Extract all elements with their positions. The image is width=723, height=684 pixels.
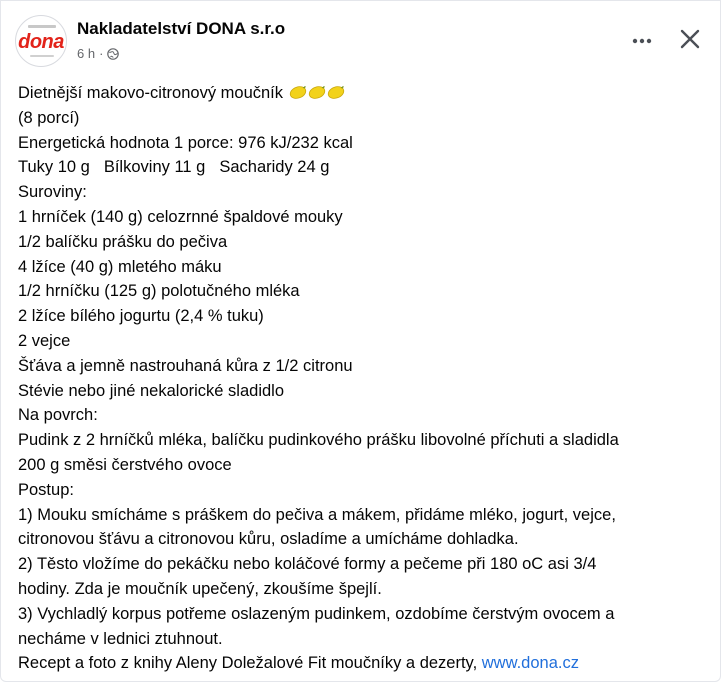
step-line: citronovou šťávu a citronovou kůru, osladíme a umícháme dohladka. <box>18 530 519 549</box>
credit-line <box>18 651 706 676</box>
post-header <box>15 15 710 67</box>
avatar-logo-stripe <box>30 55 54 57</box>
close-button[interactable] <box>676 25 704 53</box>
step-line: 3) Vychladlý korpus potřeme oslazeným pudinkem, ozdobíme čerstvým ovocem a <box>18 604 615 623</box>
portions: (8 porcí) <box>18 108 80 127</box>
ingredients-heading: Suroviny: <box>18 183 87 202</box>
lemon-icon <box>289 85 307 99</box>
macros-line <box>18 155 706 180</box>
steps-heading: Postup: <box>18 480 74 499</box>
step-line: hodiny. Zda je moučník upečený, zkoušíme špejlí. <box>18 579 382 598</box>
ingredient-item: 2 lžíce bílého jogurtu (2,4 % tuku) <box>18 307 264 326</box>
author-name[interactable]: Nakladatelství DONA s.r.o <box>77 19 286 38</box>
more-icon <box>628 29 656 53</box>
ingredient-item: Stévie nebo jiné nekalorické sladidlo <box>18 381 284 400</box>
globe-icon <box>107 48 119 60</box>
ingredient-item: 1 hrníček (140 g) celozrnné špaldové mouky <box>18 207 343 226</box>
publisher-link[interactable]: www.dona.cz <box>481 654 579 673</box>
ingredient-item: Šťáva a jemně nastrouhaná kůra z 1/2 citronu <box>18 356 353 375</box>
lemon-icon <box>308 85 326 99</box>
more-options-button[interactable] <box>628 29 656 53</box>
macro-protein: Bílkoviny 11 g <box>103 158 206 177</box>
step-line: necháme v lednici ztuhnout. <box>18 629 223 648</box>
recipe-title: Dietnější makovo-citronový moučník <box>18 84 284 102</box>
topping-item: 200 g směsi čerstvého ovoce <box>18 455 232 474</box>
credit-text: Recept a foto z knihy Aleny Doležalové Fit moučníky a dezerty, <box>18 654 478 673</box>
step-line: 1) Mouku smícháme s práškem do pečiva a mákem, přidáme mléko, jogurt, vejce, <box>18 505 616 524</box>
macro-carbs: Sacharidy 24 g <box>219 158 330 177</box>
topping-item: Pudink z 2 hrníčků mléka, balíčku pudinkového prášku libovolné příchuti a sladidla <box>18 431 619 450</box>
ingredient-item: 1/2 balíčku prášku do pečiva <box>18 232 228 251</box>
avatar[interactable] <box>15 15 67 67</box>
post-body <box>18 81 706 676</box>
macro-fat: Tuky 10 g <box>18 158 90 177</box>
avatar-logo: dona <box>18 31 64 53</box>
ingredient-item: 4 lžíce (40 g) mletého máku <box>18 257 222 276</box>
post-time[interactable]: 6 h <box>77 46 96 61</box>
recipe-title-line <box>18 81 706 106</box>
post-meta <box>77 46 119 61</box>
ingredient-item: 2 vejce <box>18 331 71 350</box>
energy-value: Energetická hodnota 1 porce: 976 kJ/232 kcal <box>18 133 353 152</box>
topping-heading: Na povrch: <box>18 406 98 425</box>
meta-separator: · <box>99 46 104 61</box>
avatar-logo-stripe <box>28 25 56 28</box>
ingredient-item: 1/2 hrníčku (125 g) polotučného mléka <box>18 282 300 301</box>
step-line: 2) Těsto vložíme do pekáčku nebo koláčové formy a pečeme při 180 oC asi 3/4 <box>18 555 597 574</box>
close-icon <box>676 25 704 53</box>
lemon-icon <box>327 85 345 99</box>
